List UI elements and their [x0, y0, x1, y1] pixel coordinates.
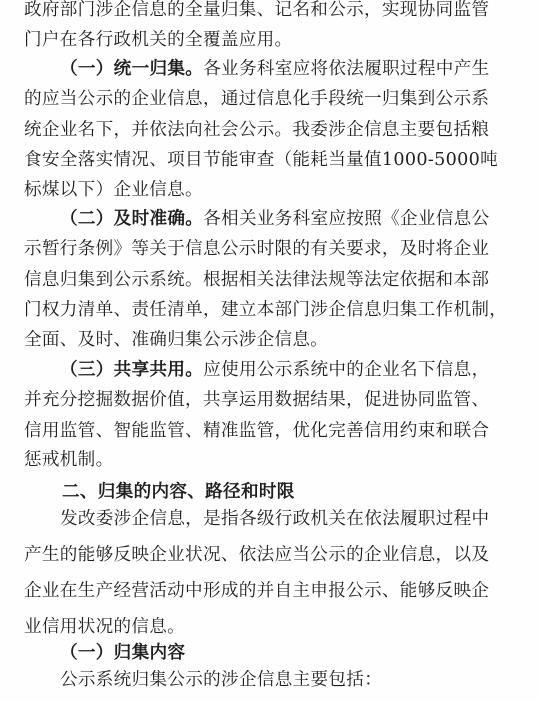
paragraph-text: 应使用公示系统中的企业名下信息， — [203, 360, 490, 380]
paragraph-line: 全面、及时、准确归集公示涉企信息。 — [24, 330, 329, 350]
paragraph-text: 各相关业务科室应按照《企业信息公 — [203, 209, 490, 229]
paragraph-line: 产生的能够反映企业状况、依法应当公示的企业信息，以及 — [24, 545, 490, 565]
paragraph-line: 政府部门涉企信息的全量归集、记名和公示，实现协同监管 — [24, 0, 490, 20]
paragraph-line: 信用监管、智能监管、精准监管，优化完善信用约束和联合 — [24, 421, 490, 441]
paragraph-line: 食安全落实情况、项目节能审查（能耗当量值1000-5000吨 — [24, 150, 498, 170]
section-heading: （三）共享共用。 — [60, 360, 204, 380]
paragraph-line: 示暂行条例》等关于信息公示时限的有关要求，及时将企业 — [24, 239, 490, 259]
paragraph-line: 门户在各行政机关的全覆盖应用。 — [24, 30, 293, 50]
paragraph-line: 发改委涉企信息，是指各级行政机关在依法履职过程中 — [60, 509, 490, 529]
section-heading-line — [60, 59, 489, 79]
paragraph-line: 的应当公示的企业信息，通过信息化手段统一归集到公示系 — [24, 89, 490, 109]
section-heading-line — [60, 209, 489, 229]
subsection-heading: （一）归集内容 — [60, 643, 186, 663]
paragraph-line: 并充分挖掘数据价值，共享运用数据结果，促进协同监管、 — [24, 390, 490, 410]
paragraph-line: 业信用状况的信息。 — [24, 617, 186, 637]
paragraph-line: 公示系统归集公示的涉企信息主要包括： — [60, 670, 383, 690]
paragraph-line: 门权力清单、责任清单，建立本部门涉企信息归集工作机制， — [24, 300, 508, 320]
paragraph-line: 统企业名下，并依法向社会公示。我委涉企信息主要包括粮 — [24, 120, 490, 140]
paragraph-line: 标煤以下）企业信息。 — [24, 180, 203, 200]
paragraph-line: 信息归集到公示系统。根据相关法律法规等法定依据和本部 — [24, 270, 490, 290]
section-heading-line — [60, 360, 489, 380]
paragraph-line: 惩戒机制。 — [24, 450, 114, 470]
chapter-heading: 二、归集的内容、路径和时限 — [62, 482, 295, 502]
paragraph-line: 企业在生产经营活动中形成的并自主申报公示、能够反映企 — [24, 581, 490, 601]
section-heading: （二）及时准确。 — [60, 209, 204, 229]
paragraph-text: 各业务科室应将依法履职过程中产生 — [203, 59, 490, 79]
section-heading: （一）统一归集。 — [60, 59, 204, 79]
